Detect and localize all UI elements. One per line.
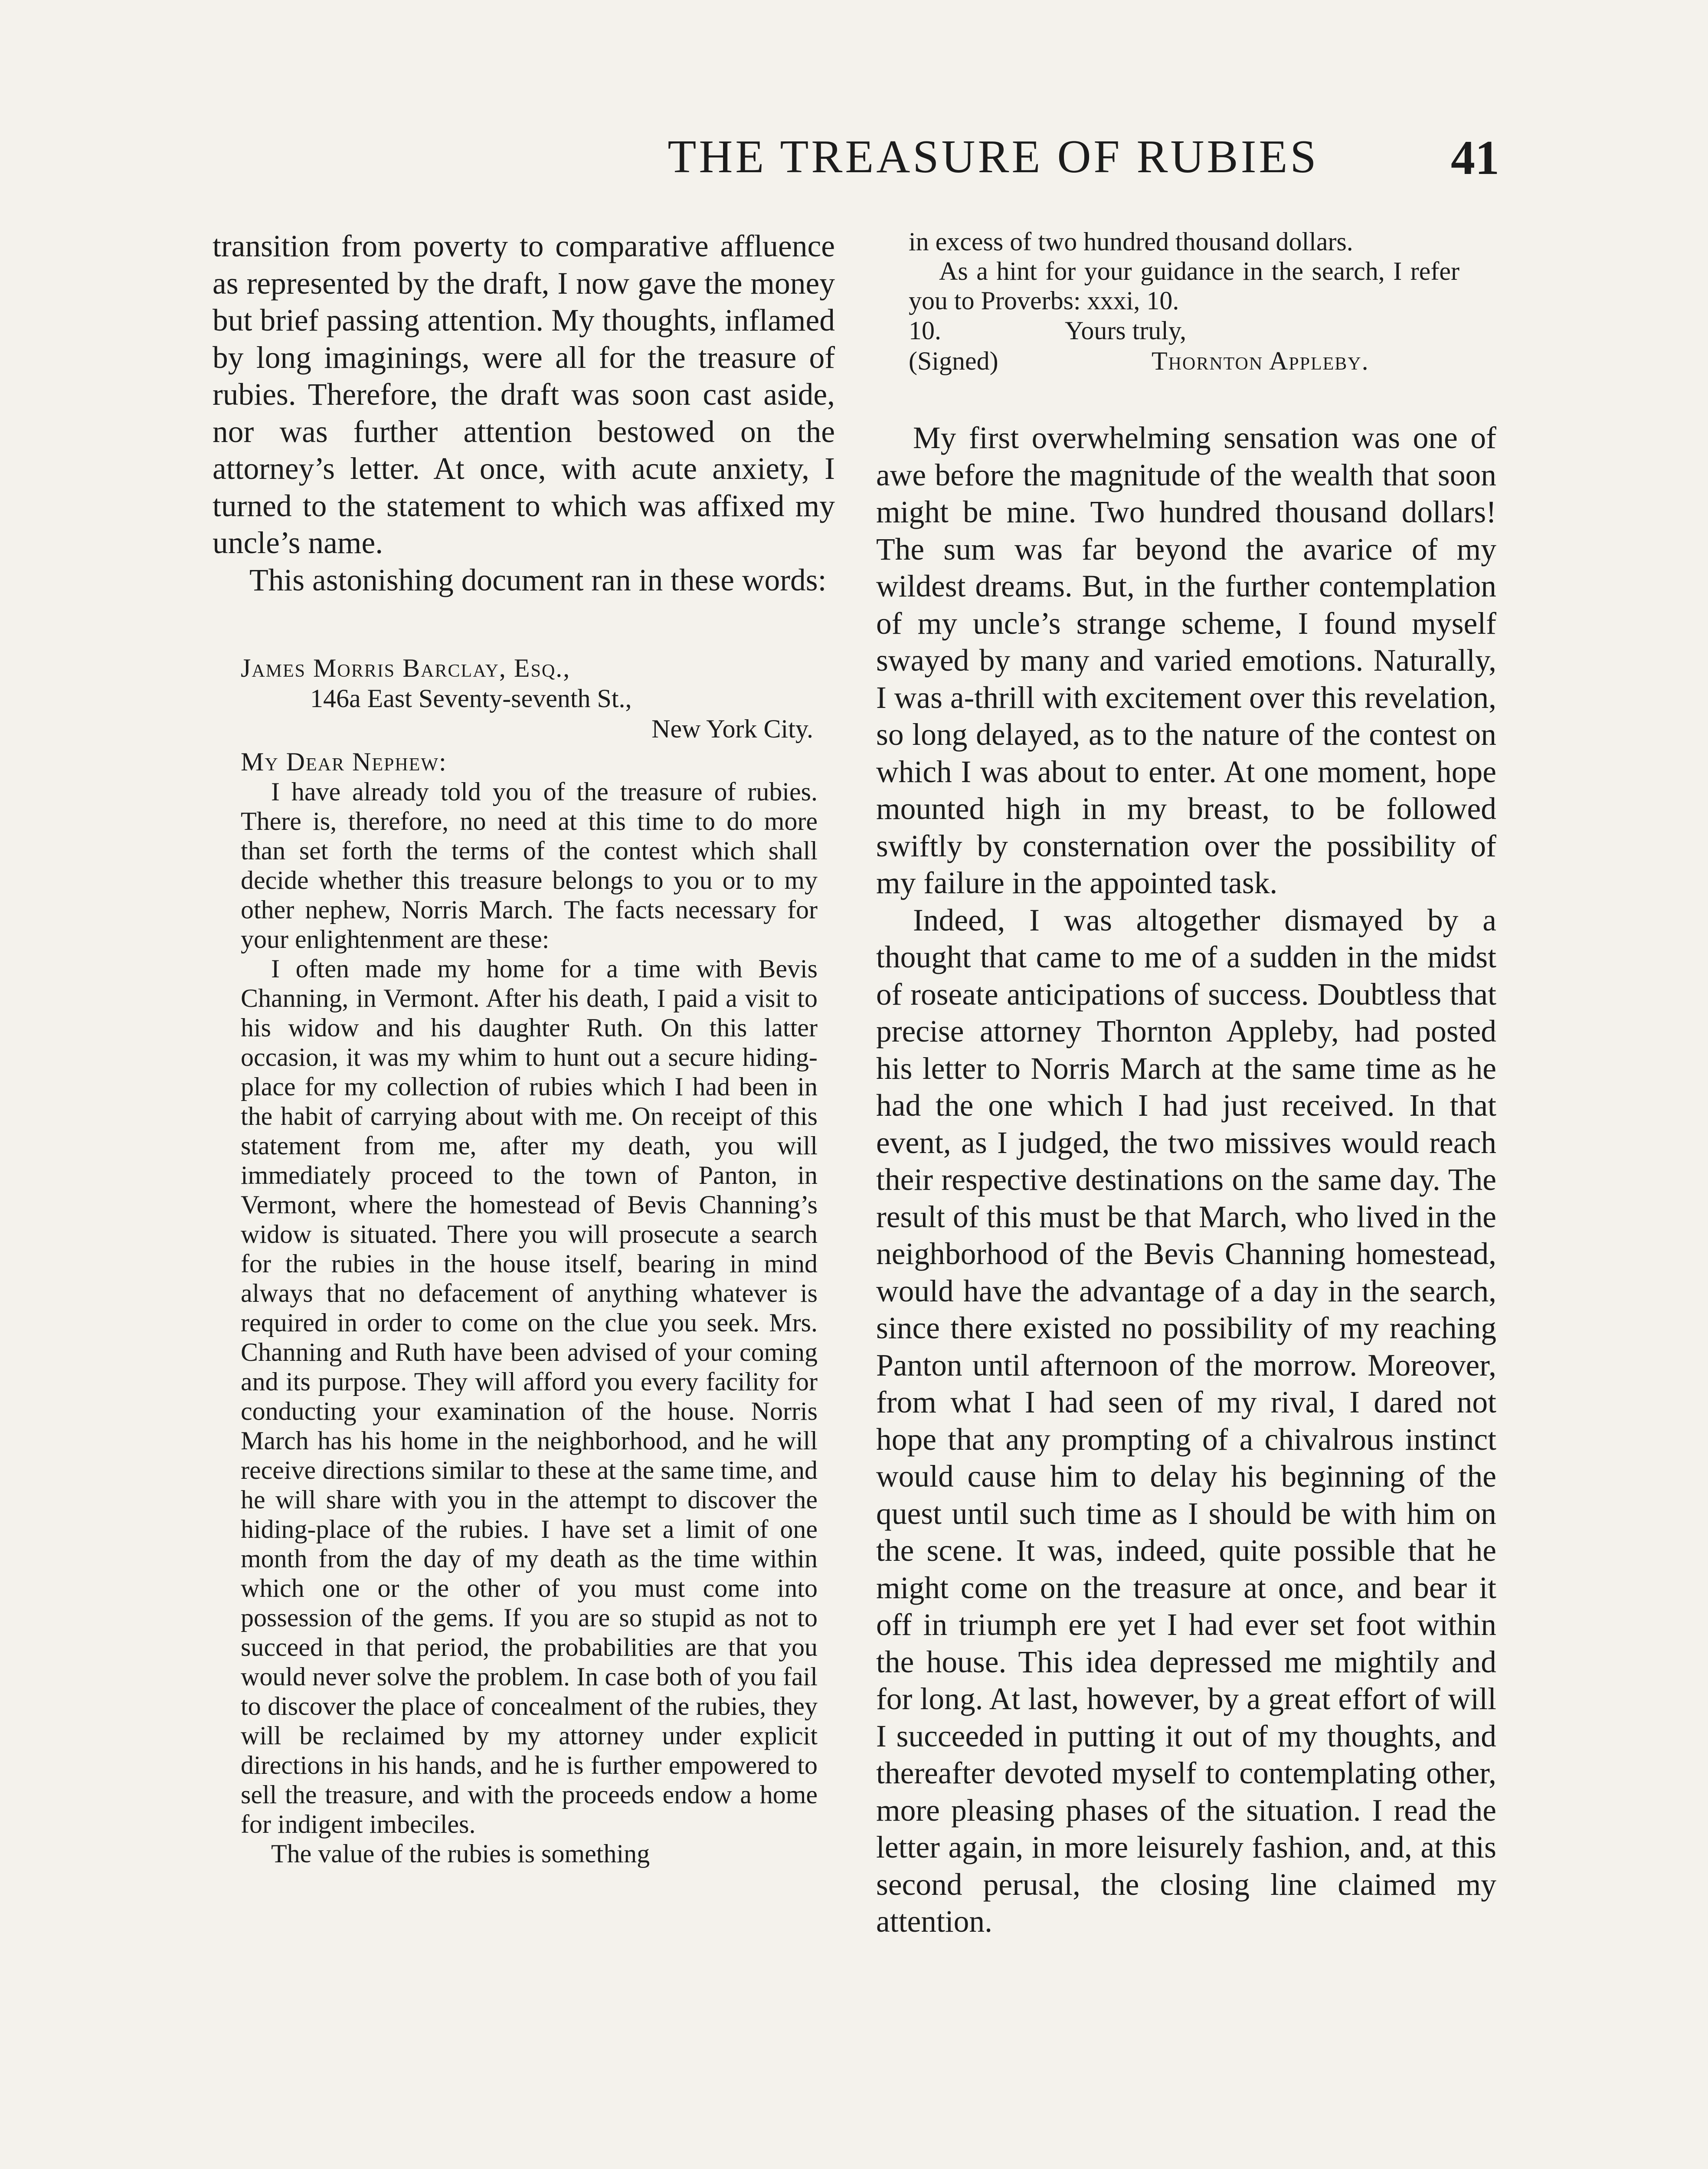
letter-signature-row xyxy=(909,346,1459,376)
quoted-letter-continued xyxy=(909,227,1459,376)
body-paragraph: This astonishing document ran in these words: xyxy=(249,563,827,597)
letter-address-city: New York City. xyxy=(651,714,813,743)
letter-closing: Yours truly, xyxy=(1065,316,1187,345)
letter-signer: Thornton Appleby. xyxy=(1152,347,1369,375)
letter-closing-row xyxy=(909,315,1459,346)
signed-label: (Signed) xyxy=(909,347,998,375)
letter-paragraph: I often made my home for a time with Bevis Channing, in Vermont. After his death, I paid a visit to his widow and his daughter Ruth. On this latter occasion, it was my whim to hunt out a secure hiding-place for my collection of rubies which I had been in the habit of carrying about with me. On receipt of this statement from me, after my death, you will immediately proceed to the town of Panton, in Vermont, where the homestead of Bevis Channing’s widow is situated. There you will prosecute a search for the rubies in the house itself, bearing in mind always that no defacement of anything whatever is required in order to come on the clue you seek. Mrs. Channing and Ruth have been advised of your coming and its purpose. They will afford you every facility for conducting your examination of the house. Norris March has his home in the neighborhood, and he will receive directions similar to these at the same time, and he will share with you in the attempt to discover the hiding-place of the rubies. I have set a limit of one month from the day of my death as the time within which one or the other of you must come into possession of the gems. If you are so stupid as not to succeed in that period, the probabilities are that you would never solve the problem. In case both of you fail to discover the place of concealment of the rubies, they will be reclaimed by my attorney under explicit directions in his hands, and he is further empowered to sell the treasure, and with the proceeds endow a home for indigent imbeciles. xyxy=(241,954,818,1838)
quoted-letter xyxy=(241,653,818,1868)
letter-addressee: James Morris Barclay, Esq., xyxy=(241,654,571,682)
letter-address-street: 146a East Seventy-seventh St., xyxy=(310,684,632,713)
letter-verse-number: 10. xyxy=(909,316,941,345)
running-head: THE TREASURE OF RUBIES xyxy=(667,131,1319,183)
letter-paragraph: As a hint for your guidance in the search, I refer you to Proverbs: xxxi, 10. xyxy=(909,257,1459,315)
right-column xyxy=(876,228,1496,1940)
page-number: 41 xyxy=(1451,131,1499,185)
body-paragraph: transition from poverty to comparative affluence as represented by the draft, I now gave the money but brief passing attention. My thoughts, inflamed by long imaginings, were all for the treasure of rubies. Therefore, the draft was soon cast aside, nor was further attention bestowed on the attorney’s letter. At once, with acute anxiety, I turned to the statement to which was affixed my uncle’s name. xyxy=(213,229,835,560)
letter-salutation: My Dear Nephew: xyxy=(241,747,447,776)
letter-paragraph: I have already told you of the treasure of rubies. There is, therefore, no need at this time to do more than set forth the terms of the contest which shall decide whether this treasure belongs to you or to my other nephew, Norris March. The facts necessary for your enlightenment are these: xyxy=(241,777,818,953)
letter-paragraph: in excess of two hundred thousand dollars. xyxy=(909,227,1353,256)
body-paragraph: My first overwhelming sensation was one of awe before the magnitude of the wealth that soon might be mine. Two hundred thousand dollars! The sum was far beyond the avarice of my wildest dreams. But, in the further contemplation of my uncle’s strange scheme, I found myself swayed by many and varied emotions. Naturally, I was a-thrill with excitement over this revelation, so long delayed, as to the nature of the contest on which I was about to enter. At one moment, hope mounted high in my breast, to be followed swiftly by consternation over the possibility of my failure in the appointed task. xyxy=(876,421,1496,900)
body-paragraph: Indeed, I was altogether dismayed by a thought that came to me of a sudden in the midst of roseate anticipations of success. Doubtless that precise attorney Thornton Appleby, had posted his letter to Norris March at the same time as he had the one which I had just received. In that event, as I judged, the two missives would reach their respective destinations on the same day. The result of this must be that March, who lived in the neighborhood of the Bevis Channing homestead, would have the advantage of a day in the search, since there existed no possibility of my reaching Panton until afternoon of the morrow. Moreover, from what I had seen of my rival, I dared not hope that any prompting of a chivalrous instinct would cause him to delay his beginning of the quest until such time as I should be with him on the scene. It was, indeed, quite possible that he might come on the treasure at once, and bear it off in triumph ere yet I had ever set foot within the house. This idea depressed me mightily and for long. At last, however, by a great effort of will I succeeded in putting it out of my thoughts, and thereafter devoted myself to contemplating other, more pleasing phases of the situation. I read the letter again, in more leisurely fashion, and, at this second perusal, the closing line claimed my attention. xyxy=(876,903,1496,1939)
letter-paragraph: The value of the rubies is something xyxy=(271,1839,650,1868)
left-column xyxy=(213,228,835,1868)
